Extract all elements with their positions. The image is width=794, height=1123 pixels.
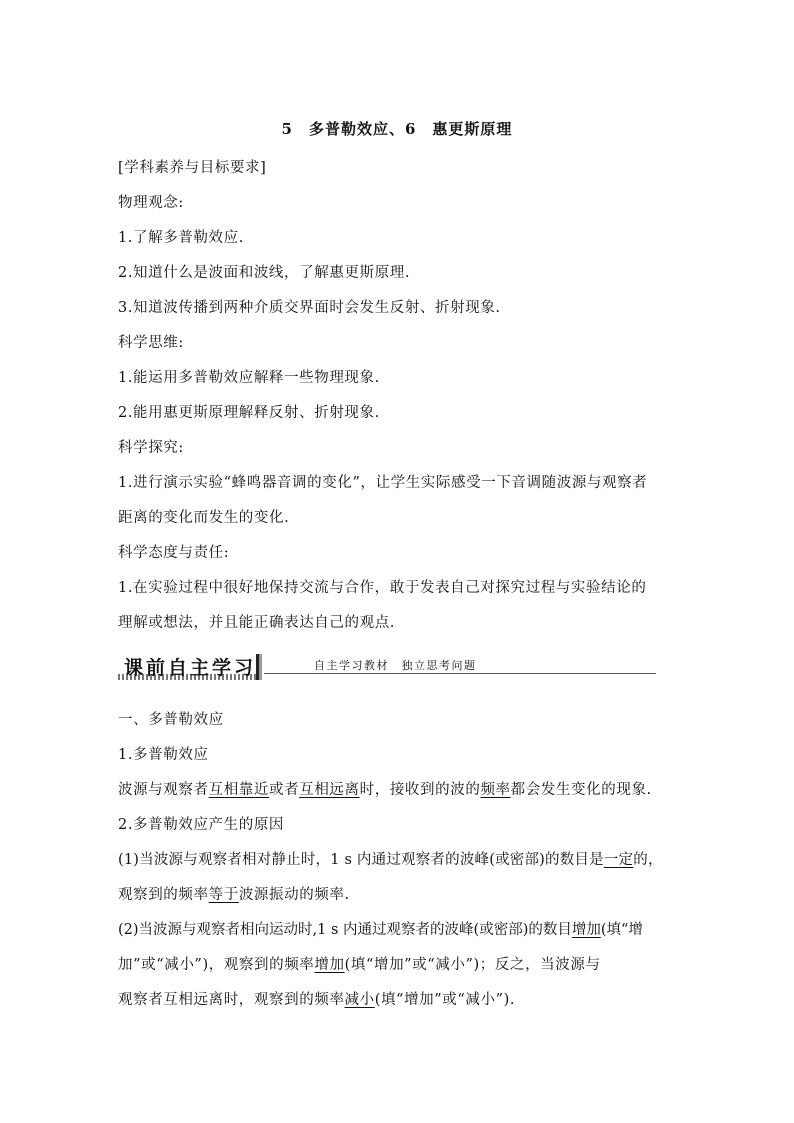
physics-concept-item: 1.了解多普勒效应. xyxy=(118,230,244,246)
scientific-thinking-heading: 科学思维: xyxy=(118,335,184,351)
page-title: 5 多普勒效应、6 惠更斯原理 xyxy=(281,120,513,138)
banner-title: 课前自主学习 xyxy=(124,657,257,679)
section-heading: 一、多普勒效应 xyxy=(118,712,224,728)
answer-blank: 增加 xyxy=(571,922,601,938)
answer-blank: 增加 xyxy=(314,957,345,973)
section-banner xyxy=(118,652,656,682)
subsection-heading: 1.多普勒效应 xyxy=(118,747,209,763)
definition-line: 波源与观察者互相靠近或者互相远离时，接收到的波的频率都会发生变化的现象. xyxy=(118,782,652,798)
scientific-attitude-line: 理解或想法，并且能正确表达自己的观点. xyxy=(118,615,396,631)
scientific-thinking-item: 1.能运用多普勒效应解释一些物理现象. xyxy=(118,370,380,386)
answer-blank: 减小 xyxy=(344,992,375,1008)
subsection-heading: 2.多普勒效应产生的原因 xyxy=(118,817,285,833)
banner-subtitle: 自主学习教材 独立思考问题 xyxy=(314,659,477,672)
answer-blank: 互相远离 xyxy=(299,782,360,798)
requirements-header: [学科素养与目标要求] xyxy=(118,160,267,176)
paragraph-line: 观察到的频率等于波源振动的频率. xyxy=(118,887,350,903)
answer-blank: 等于 xyxy=(208,887,239,903)
paragraph-line: (1)当波源与观察者相对静止时，1 s 内通过观察者的波峰(或密部)的数目是一定的， xyxy=(118,852,663,868)
banner-rule xyxy=(264,673,656,674)
scientific-inquiry-line: 距离的变化而发生的变化. xyxy=(118,510,290,526)
answer-blank: 一定 xyxy=(603,852,634,868)
paragraph-line: (2)当波源与观察者相向运动时,1 s 内通过观察者的波峰(或密部)的数目增加(填“增 xyxy=(118,922,643,938)
scientific-attitude-line: 1.在实验过程中很好地保持交流与合作，敢于发表自己对探究过程与实验结论的 xyxy=(118,580,647,596)
scientific-inquiry-line: 1.进行演示实验“蜂鸣器音调的变化”，让学生实际感受一下音调随波源与观察者 xyxy=(118,475,648,491)
scientific-inquiry-heading: 科学探究: xyxy=(118,440,184,456)
physics-concepts-heading: 物理观念: xyxy=(118,195,184,211)
physics-concept-item: 3.知道波传播到两种介质交界面时会发生反射、折射现象. xyxy=(118,300,501,316)
paragraph-line: 加”或“减小”)，观察到的频率增加(填“增加”或“减小”)；反之，当波源与 xyxy=(118,957,601,973)
physics-concept-item: 2.知道什么是波面和波线，了解惠更斯原理. xyxy=(118,265,411,281)
scientific-thinking-item: 2.能用惠更斯原理解释反射、折射现象. xyxy=(118,405,380,421)
answer-blank: 频率 xyxy=(480,782,511,798)
paragraph-line: 观察者互相远离时，观察到的频率减小(填“增加”或“减小”). xyxy=(118,992,516,1008)
banner-divider xyxy=(256,654,262,680)
answer-blank: 互相靠近 xyxy=(208,782,270,798)
scientific-attitude-heading: 科学态度与责任: xyxy=(118,545,230,561)
